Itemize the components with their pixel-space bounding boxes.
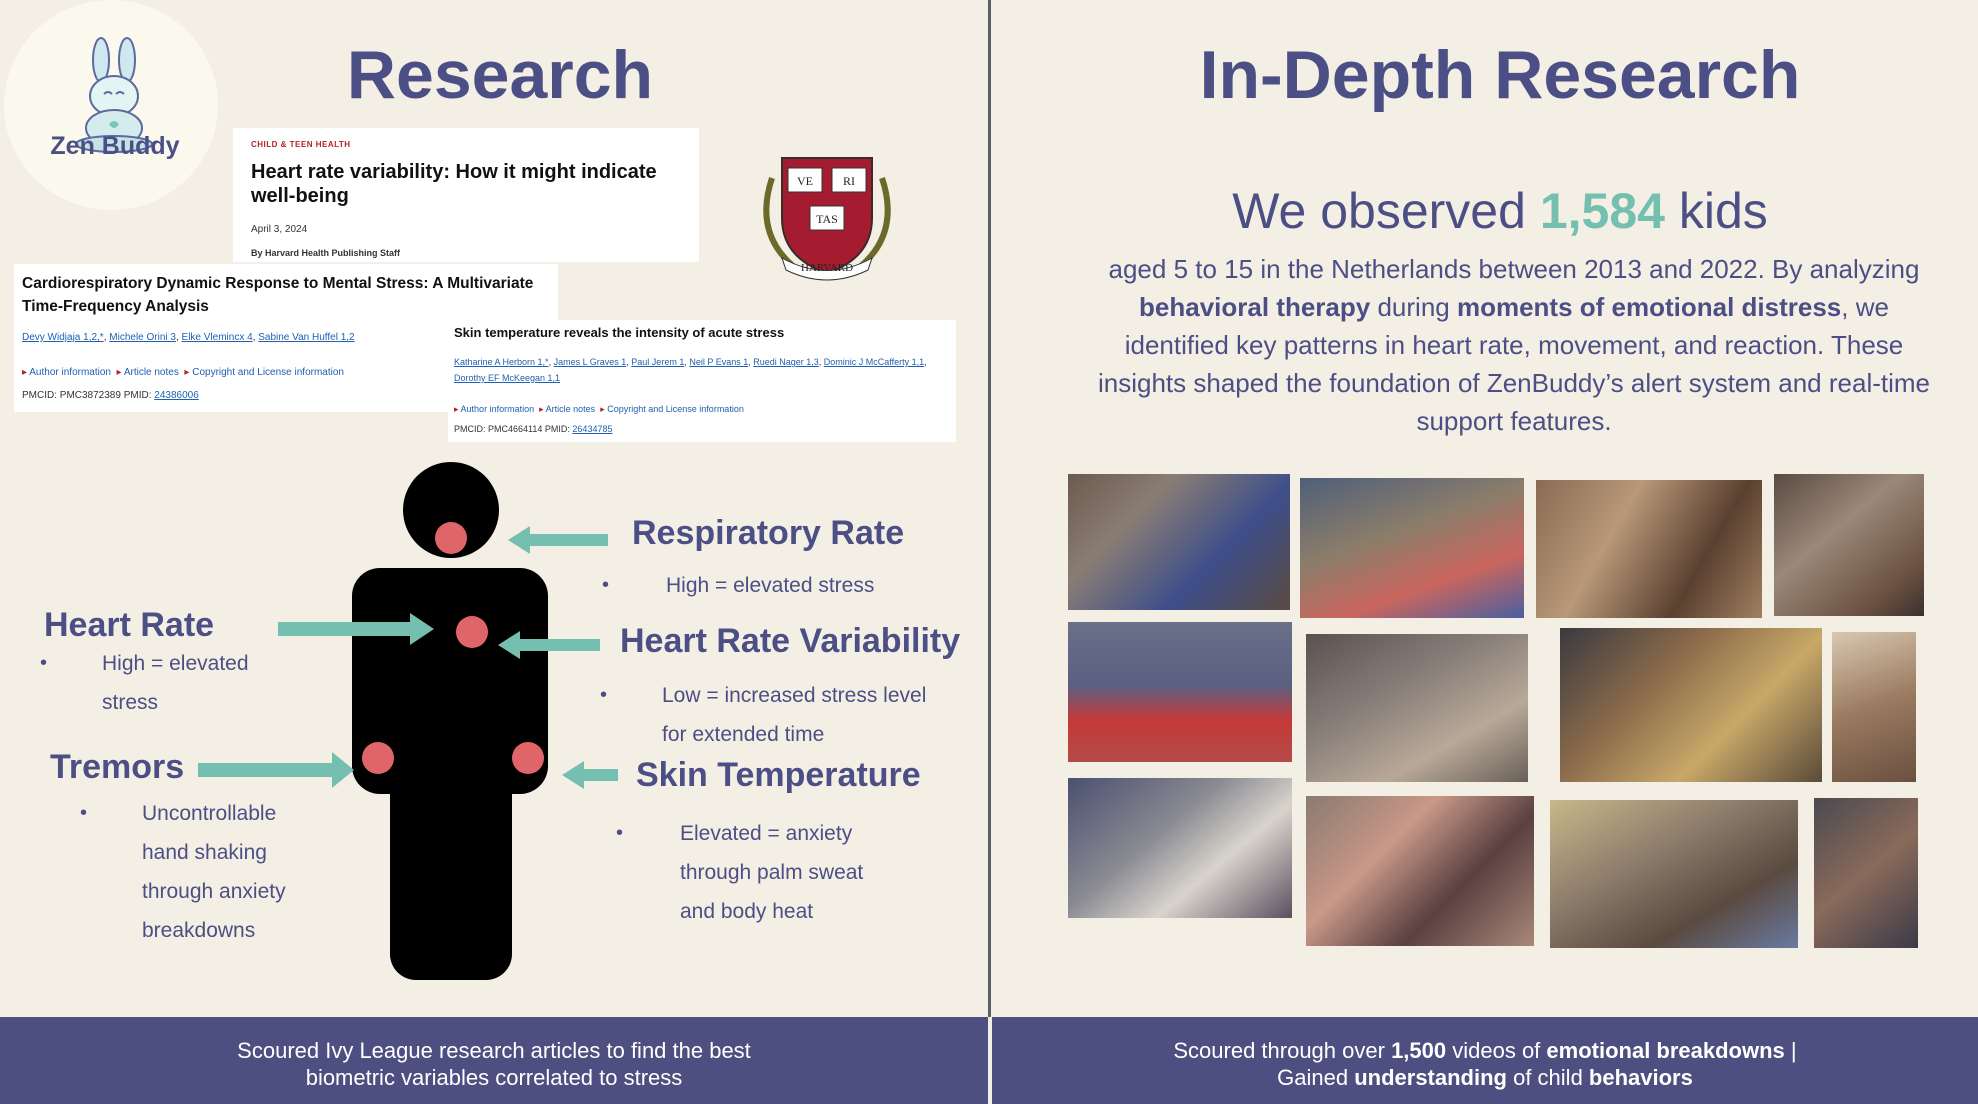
footer-bold: emotional breakdowns — [1546, 1038, 1785, 1063]
harvard-seal-icon — [752, 138, 902, 288]
respiratory-marker — [435, 522, 467, 554]
author-info-link[interactable]: Author information — [460, 404, 535, 414]
article-headline: Heart rate variability: How it might indicate well-being — [251, 161, 657, 207]
skin-temperature-title: Skin Temperature — [636, 756, 921, 794]
video-still — [1814, 798, 1918, 948]
author-link[interactable]: Ruedi Nager 1,3 — [753, 357, 819, 367]
video-still — [1306, 634, 1528, 782]
article-date: April 3, 2024 — [251, 224, 308, 235]
footer-text: Gained — [1277, 1065, 1355, 1090]
headline-pre: We observed — [1232, 183, 1540, 239]
pmcid: PMCID: PMC3872389 — [22, 390, 121, 401]
heart-rate-bullet: • High = elevated stress — [40, 644, 300, 722]
seal-word-ve: VE — [797, 174, 813, 188]
para-text: aged 5 to 15 in the Netherlands between 2013 and 2022. By analyzing — [1108, 254, 1920, 284]
seal-banner-text: HARVARD — [800, 262, 854, 274]
bullet-text: breakdowns — [142, 919, 256, 942]
headline-post: kids — [1664, 183, 1768, 239]
bullet-text: Low = increased stress level — [662, 684, 927, 707]
footer-bold: behaviors — [1588, 1065, 1693, 1090]
research-footer — [0, 1017, 988, 1104]
skin-temp-arrow — [562, 761, 618, 789]
article-kicker: CHILD & TEEN HEALTH — [251, 140, 351, 149]
bullet-text: through palm sweat — [680, 861, 864, 884]
observed-kids-headline — [1100, 182, 1900, 240]
video-still — [1550, 800, 1798, 948]
footer-bold: understanding — [1354, 1065, 1507, 1090]
author-link[interactable]: Neil P Evans 1 — [689, 357, 749, 367]
para-bold: behavioral therapy — [1139, 292, 1371, 322]
pmcid: PMCID: PMC4664114 — [454, 424, 543, 434]
bullet-text: stress — [102, 691, 159, 714]
bullet-text: Uncontrollable — [142, 802, 277, 825]
bullet-text: hand shaking — [142, 841, 267, 864]
kids-count: 1,584 — [1539, 183, 1665, 239]
article-byline: By Harvard Health Publishing Staff — [251, 248, 401, 258]
bullet-text: High = elevated — [102, 652, 249, 675]
author-link[interactable]: Devy Widjaja 1,2,* — [22, 332, 104, 343]
footer-line — [992, 1037, 1978, 1064]
footer-bold: 1,500 — [1391, 1038, 1447, 1063]
author-link[interactable]: James L Graves 1 — [553, 357, 627, 367]
tremors-bullet: • Uncontrollable hand shaking through anxiety breakdowns — [80, 794, 340, 950]
video-still — [1306, 796, 1534, 946]
copyright-link[interactable]: Copyright and License information — [607, 404, 744, 414]
article-headline: Skin temperature reveals the intensity of acute stress — [454, 325, 785, 340]
skin-temperature-bullet: • Elevated = anxiety through palm sweat and body heat — [616, 814, 936, 931]
author-link[interactable]: Sabine Van Huffel 1,2 — [258, 332, 355, 343]
author-link[interactable]: Paul Jerem 1 — [631, 357, 685, 367]
author-link[interactable]: Michele Orini 3 — [109, 332, 176, 343]
zenbuddy-logo — [4, 0, 218, 210]
in-depth-research-title: In-Depth Research — [1199, 37, 1801, 113]
article-ids — [22, 390, 199, 401]
footer-separator: | — [1784, 1038, 1797, 1063]
pmid-label: PMID: — [123, 390, 152, 401]
skin-article-card — [448, 320, 956, 442]
author-link[interactable]: Dominic J McCafferty 1,1 — [823, 357, 925, 367]
author-info-link[interactable]: Author information — [29, 367, 111, 378]
bullet-text: and body heat — [680, 900, 814, 923]
respiratory-rate-title: Respiratory Rate — [632, 514, 905, 552]
research-title: Research — [346, 37, 654, 113]
copyright-link[interactable]: Copyright and License information — [192, 367, 344, 378]
respiratory-arrow — [508, 526, 608, 554]
right-hand-marker — [512, 742, 544, 774]
panel-divider — [988, 0, 991, 1017]
bullet-text: for extended time — [662, 723, 825, 746]
article-ids — [454, 424, 612, 434]
in-depth-footer — [992, 1017, 1978, 1104]
footer-line: Scoured Ivy League research articles to find the best — [237, 1038, 751, 1063]
author-list: Katharine A Herborn 1,*, James L Graves 1, Paul Jerem 1, Neil P Evans 1, Ruedi Nager 1,3, Dominic J McCafferty 1,1, Dorothy EF McKeegan 1,1 — [454, 357, 927, 383]
seal-word-ri: RI — [843, 174, 855, 188]
para-bold: moments of emotional distress — [1456, 292, 1842, 322]
article-headline: Cardiorespiratory Dynamic Response to Mental Stress: A Multivariate Time-Frequency Analysis — [22, 275, 534, 315]
pmid-link[interactable]: 26434785 — [572, 424, 613, 434]
pmid-label: PMID: — [544, 424, 570, 434]
footer-text: Scoured through over — [1173, 1038, 1392, 1063]
study-description — [1092, 250, 1936, 440]
footer-text: of child — [1506, 1065, 1589, 1090]
article-info-links: ▸ Author information ▸ Article notes ▸ Copyright and License information — [22, 367, 344, 378]
tremors-title: Tremors — [50, 748, 185, 786]
footer-line — [992, 1064, 1978, 1091]
bullet-text: High = elevated stress — [666, 574, 875, 597]
footer-text: videos of — [1446, 1038, 1547, 1063]
respiratory-rate-bullet: • High = elevated stress — [602, 574, 875, 597]
video-still — [1536, 480, 1762, 618]
author-link[interactable]: Katharine A Herborn 1,* — [454, 357, 549, 367]
article-notes-link[interactable]: Article notes — [545, 404, 596, 414]
video-still — [1068, 778, 1292, 918]
author-link[interactable]: Elke Vlemincx 4 — [181, 332, 253, 343]
bullet-text: Elevated = anxiety — [680, 822, 853, 845]
video-still — [1068, 474, 1290, 610]
harvard-article-card — [233, 128, 699, 262]
pmid-link[interactable]: 24386006 — [154, 390, 199, 401]
left-hand-marker — [362, 742, 394, 774]
video-still — [1300, 478, 1524, 618]
heart-marker — [456, 616, 488, 648]
hrv-bullet: • Low = increased stress level for extended time — [600, 676, 980, 754]
hrv-title: Heart Rate Variability — [620, 622, 961, 660]
bullet-text: through anxiety — [142, 880, 286, 903]
video-still — [1068, 622, 1292, 762]
seal-word-tas: TAS — [816, 212, 838, 226]
article-notes-link[interactable]: Article notes — [123, 367, 179, 378]
author-link[interactable]: Dorothy EF McKeegan 1,1 — [454, 373, 561, 383]
video-still — [1774, 474, 1924, 616]
para-text: , we identified key patterns in heart rate, movement, and reaction. These insights shaped the foundation of ZenBuddy’s alert system and real-time support features. — [1098, 292, 1930, 436]
logo-wordmark: Zen Buddy — [50, 132, 180, 160]
article-info-links: ▸ Author information ▸ Article notes ▸ Copyright and License information — [454, 404, 744, 414]
video-still — [1832, 632, 1916, 782]
heart-rate-title: Heart Rate — [44, 606, 215, 644]
author-list: Devy Widjaja 1,2,*, Michele Orini 3, Elke Vlemincx 4, Sabine Van Huffel 1,2 — [22, 332, 355, 343]
video-still — [1560, 628, 1822, 782]
para-text: during — [1370, 292, 1457, 322]
footer-line: biometric variables correlated to stress — [305, 1065, 683, 1090]
tremors-arrow — [198, 752, 354, 788]
